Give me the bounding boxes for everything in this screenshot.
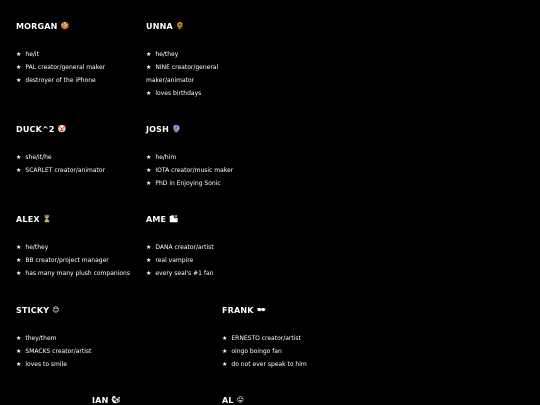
character-name: AL 😛 — [222, 396, 245, 405]
crystal-ball-icon: 🔮 — [172, 125, 181, 133]
trait-list — [222, 332, 307, 371]
list-item: ★ he/him — [146, 154, 177, 161]
list-item: ★ they/them — [16, 335, 57, 342]
cityscape-icon: 🏙 — [169, 215, 179, 223]
character-name: JOSH 🔮 — [146, 125, 181, 134]
character-name: FRANK 🕶 — [222, 306, 266, 315]
card-morgan — [16, 22, 144, 84]
cookie-icon: 🍪 — [60, 22, 70, 30]
list-item: ★ he/they — [16, 244, 49, 251]
list-item: ★ SMACKS creator/artist — [16, 348, 92, 355]
character-name: DUCK^2 🤡 — [16, 125, 67, 134]
card-frank — [222, 306, 350, 368]
character-name: ALEX ⏳ — [16, 215, 52, 224]
list-item: ★ oingo boingo fan — [222, 348, 282, 355]
trait-list — [16, 332, 91, 371]
character-name: MORGAN 🍪 — [16, 22, 70, 31]
list-item: ★ real vampire — [146, 257, 194, 264]
card-unna — [146, 22, 274, 97]
hourglass-icon: ⏳ — [42, 215, 52, 223]
trait-list — [16, 241, 130, 280]
list-item: ★ loves birthdays — [146, 90, 202, 97]
character-name: AME 🏙 — [146, 215, 179, 224]
chipmunk-icon: 🐿 — [111, 396, 121, 404]
trait-list — [16, 48, 105, 87]
smiling-face-icon: 😊 — [52, 306, 60, 314]
trait-list — [146, 241, 214, 280]
character-name: STICKY 😊 — [16, 306, 60, 315]
list-item: ★ do not ever speak to him — [222, 361, 307, 368]
list-item: ★ SCARLET creator/animator — [16, 167, 106, 174]
list-item: ★ has many many plush companions — [16, 270, 130, 277]
list-item: ★ PhD in Enjoying Sonic — [146, 180, 221, 187]
card-al — [222, 396, 350, 405]
card-sticky — [16, 306, 144, 368]
sunflower-icon: 🌻 — [175, 22, 185, 30]
list-item: ★ BB creator/project manager — [16, 257, 109, 264]
list-item: ★ loves to smile — [16, 361, 67, 368]
list-item: ★ destroyer of the iPhone — [16, 77, 96, 84]
clown-icon: 🤡 — [57, 125, 67, 133]
list-item: ★ she/it/he — [16, 154, 52, 161]
list-item: ★ he/they — [146, 51, 179, 58]
card-duck — [16, 125, 144, 174]
tongue-face-icon: 😛 — [236, 396, 245, 404]
trait-list — [146, 48, 241, 100]
character-name: UNNA 🌻 — [146, 22, 185, 31]
list-item: ★ NINE creator/general maker/animator — [146, 64, 219, 84]
sunglasses-icon: 🕶 — [256, 306, 266, 314]
card-alex — [16, 215, 144, 277]
list-item: ★ he/it — [16, 51, 39, 58]
list-item: ★ IOTA creator/music maker — [146, 167, 234, 174]
trait-list — [16, 151, 105, 177]
list-item: ★ ERNESTO creator/artist — [222, 335, 301, 342]
trait-list — [146, 151, 233, 190]
card-ame — [146, 215, 274, 277]
card-ian — [92, 396, 220, 405]
list-item: ★ DANA creator/artist — [146, 244, 214, 251]
list-item: ★ every seal's #1 fan — [146, 270, 214, 277]
character-name: IAN 🐿 — [92, 396, 121, 405]
card-josh — [146, 125, 274, 187]
list-item: ★ PAL creator/general maker — [16, 64, 106, 71]
